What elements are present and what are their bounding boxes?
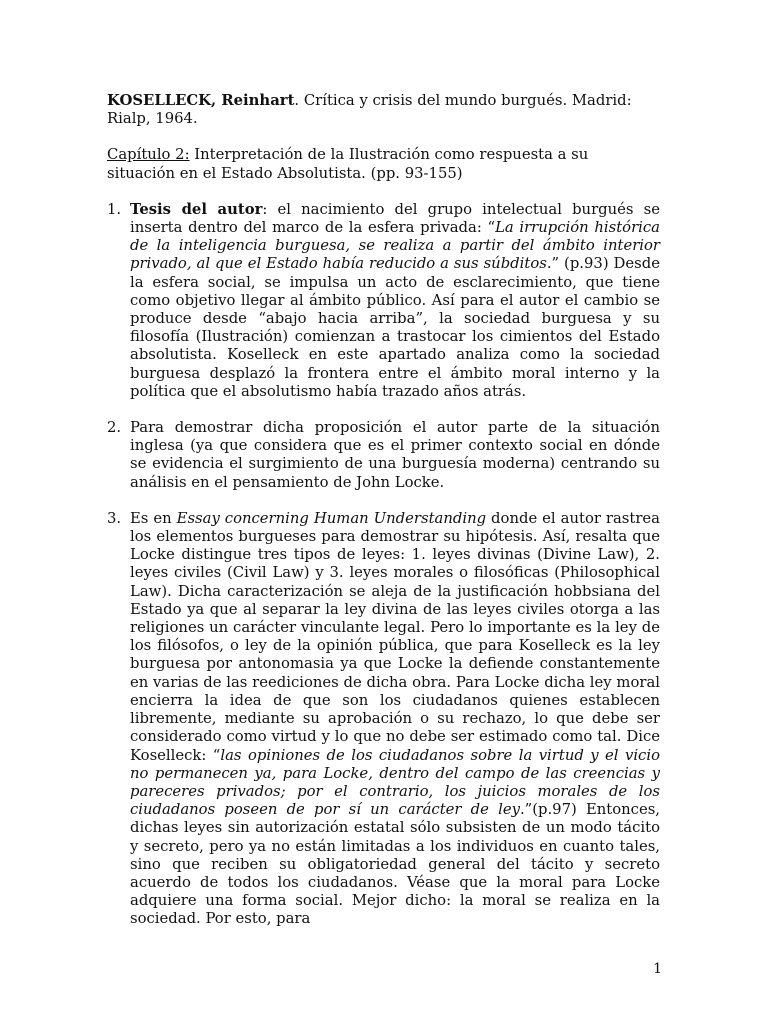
item-text: Para demostrar dicha proposición el autor parte de la situación inglesa (ya que considera que es el primer contexto social en dónde se evidencia el surgimiento de una burguesía moderna) centrando su análisis en el pensamiento de John Locke. [130,419,660,491]
bibliographic-citation [107,92,660,128]
chapter-title: Interpretación de la Ilustración como respuesta a su situación en el Estado Absolutista. (pp. 93-155) [107,146,589,182]
list-item-2 [107,419,660,492]
chapter-heading [107,146,660,182]
list-number: 1. [107,200,122,218]
item-text: .”(p.97) Entonces, dichas leyes sin autorización estatal sólo subsisten de un modo tácito y secreto, pero ya no están limitadas a los individuos en cuanto tales, sino que reciben su obligatoriedad general del tácito y secreto acuerdo de todos los ciudadanos. Véase que la moral para Locke adquiere una forma social. Mejor dicho: la moral se realiza en la sociedad. Por esto, para [130,801,661,928]
list-number: 2. [107,419,122,437]
list-item-3 [107,510,660,929]
item-text: .” (p.93) Desde la esfera social, se impulsa un acto de esclarecimiento, que tiene como objetivo llegar al ámbito público. Así para el autor el cambio se produce desde “abajo hacia arriba”, la sociedad burguesa y su filosofía (Ilustración) comienzan a trastocar los cimientos del Estado absolutista. Koselleck en este apartado analiza como la sociedad burguesa desplazó la frontera entre el ámbito moral interno y la política que el absolutismo había trazado años atrás. [130,255,660,400]
book-title: Essay concerning Human Understanding [176,509,487,527]
thesis-label: Tesis del autor [130,200,263,218]
list-number: 3. [107,509,122,527]
chapter-label: Capítulo 2: [107,146,190,164]
numbered-list [107,201,660,929]
citation-author: KOSELLECK, Reinhart [107,92,295,109]
list-item-1 [107,201,660,401]
item-text: donde el autor rastrea los elementos burgueses para demostrar su hipótesis. Así, resalta que Locke distingue tres tipos de leyes: 1. leyes divinas (Divine Law), 2. leyes civiles (Civil Law) y 3. leyes morales o filosóficas (Philosophical Law). Dicha caracterización se aleja de la justificación hobbsiana del Estado ya que al separar la ley divina de las leyes civiles otorga a las religiones un carácter vinculante legal. Pero lo importante es la ley de los filósofos, o ley de la opinión pública, que para Koselleck es la ley burguesa por antonomasia ya que Locke la defiende constantemente en varias de las reediciones de dicha obra. Para Locke dicha ley moral encierra la idea de que son los ciudadanos quienes establecen libremente, mediante su aprobación o su rechazo, lo que debe ser considerado como virtud y lo que no debe ser estimado como tal. Dice Koselleck: “ [130,509,660,764]
item-quote: La irrupción histórica de la inteligencia burguesa, se realiza a partir del ámbito interior privado, al que el Estado había reducido a sus súbditos [130,219,660,273]
item-quote: las opiniones de los ciudadanos sobre la virtud y el vicio no permanecen ya, para Locke, dentro del campo de las creencias y pareceres privados; por el contrario, los juicios morales de los ciudadanos poseen de por sí un carácter de ley [130,746,660,819]
document-page [107,92,660,947]
page-number: 1 [653,961,662,977]
item-text: Es en [130,509,177,527]
citation-details: . Crítica y crisis del mundo burgués. Madrid: Rialp, 1964. [107,92,632,128]
item-text: : el nacimiento del grupo intelectual burgués se inserta dentro del marco de la esfera privada: “ [130,200,660,237]
